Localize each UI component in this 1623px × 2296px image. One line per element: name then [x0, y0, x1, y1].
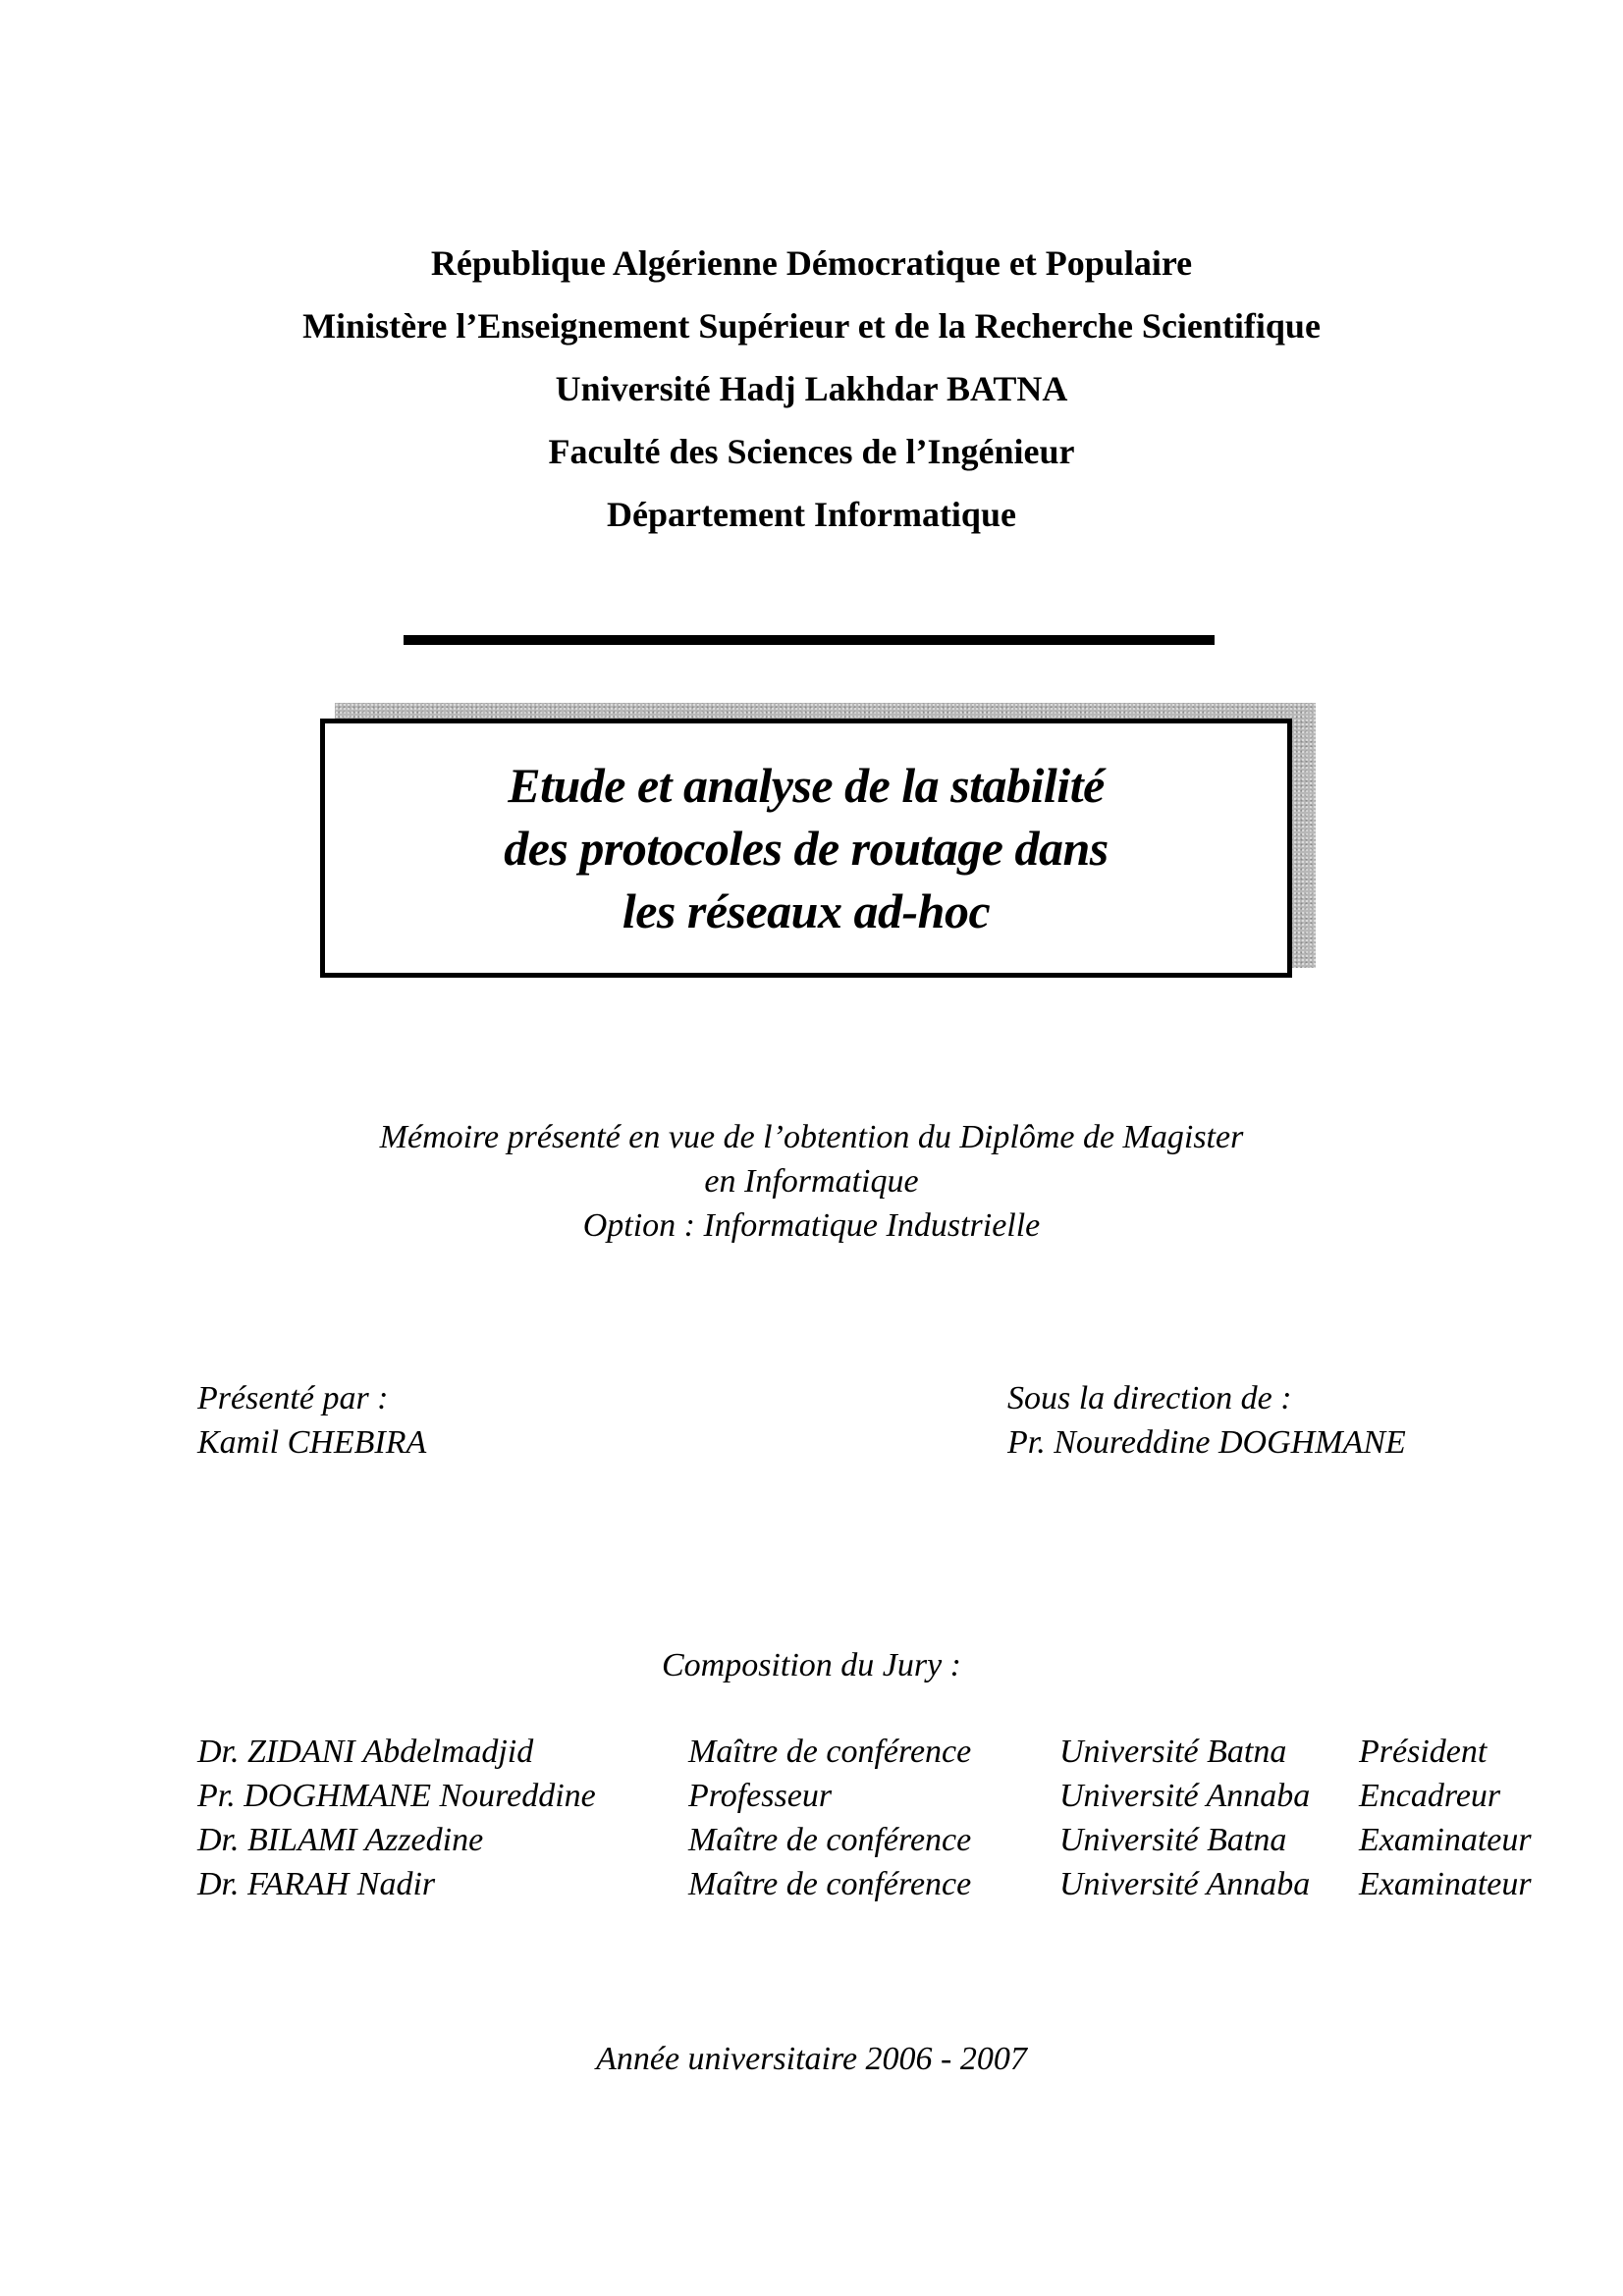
- jury-member-role: Président: [1359, 1734, 1488, 1770]
- jury-member-role: Examinateur: [1359, 1866, 1532, 1902]
- academic-year: Année universitaire 2006 - 2007: [596, 2041, 1027, 2077]
- header-university: Université Hadj Lakhdar BATNA: [555, 369, 1068, 408]
- director-block: [1007, 1376, 1406, 1465]
- header-republic: République Algérienne Démocratique et Populaire: [430, 243, 1193, 283]
- jury-member-name: Pr. DOGHMANE Noureddine: [197, 1778, 596, 1814]
- presenter-block: [197, 1376, 426, 1465]
- presenter-label: Présenté par :: [197, 1380, 389, 1416]
- thesis-title-box: [320, 719, 1292, 978]
- jury-member-name: Dr. BILAMI Azzedine: [197, 1822, 484, 1858]
- header-faculty: Faculté des Sciences de l’Ingénieur: [548, 432, 1075, 471]
- degree-statement-line-1: Mémoire présenté en vue de l’obtention du Diplôme de Magister: [379, 1119, 1244, 1155]
- jury-member-university: Université Batna: [1059, 1734, 1287, 1770]
- header-department: Département Informatique: [607, 495, 1016, 534]
- degree-option: Option : Informatique Industrielle: [582, 1207, 1041, 1244]
- director-label: Sous la direction de :: [1007, 1380, 1292, 1416]
- presenter-name: Kamil CHEBIRA: [197, 1424, 427, 1461]
- thesis-title-line-3: les réseaux ad-hoc: [622, 883, 991, 938]
- jury-member-university: Université Annaba: [1059, 1866, 1311, 1902]
- jury-member-grade: Maître de conférence: [688, 1866, 972, 1902]
- jury-member-name: Dr. ZIDANI Abdelmadjid: [197, 1734, 534, 1770]
- jury-member-role: Encadreur: [1359, 1778, 1501, 1814]
- jury-member-role: Examinateur: [1359, 1822, 1532, 1858]
- jury-member-grade: Maître de conférence: [688, 1822, 972, 1858]
- degree-statement-line-2: en Informatique: [704, 1163, 919, 1200]
- thesis-title-line-2: des protocoles de routage dans: [504, 821, 1109, 876]
- jury-member-university: Université Annaba: [1059, 1778, 1311, 1814]
- degree-statement: [0, 1115, 1623, 1248]
- thesis-title-line-1: Etude et analyse de la stabilité: [508, 758, 1105, 813]
- jury-member-university: Université Batna: [1059, 1822, 1287, 1858]
- jury-member-name: Dr. FARAH Nadir: [197, 1866, 436, 1902]
- jury-heading: Composition du Jury :: [661, 1647, 962, 1683]
- institution-header: [0, 232, 1623, 546]
- header-divider: [404, 635, 1215, 645]
- director-name: Pr. Noureddine DOGHMANE: [1007, 1424, 1406, 1461]
- jury-member-grade: Maître de conférence: [688, 1734, 972, 1770]
- header-ministry: Ministère l’Enseignement Supérieur et de la Recherche Scientifique: [302, 306, 1321, 346]
- jury-member-grade: Professeur: [688, 1778, 833, 1814]
